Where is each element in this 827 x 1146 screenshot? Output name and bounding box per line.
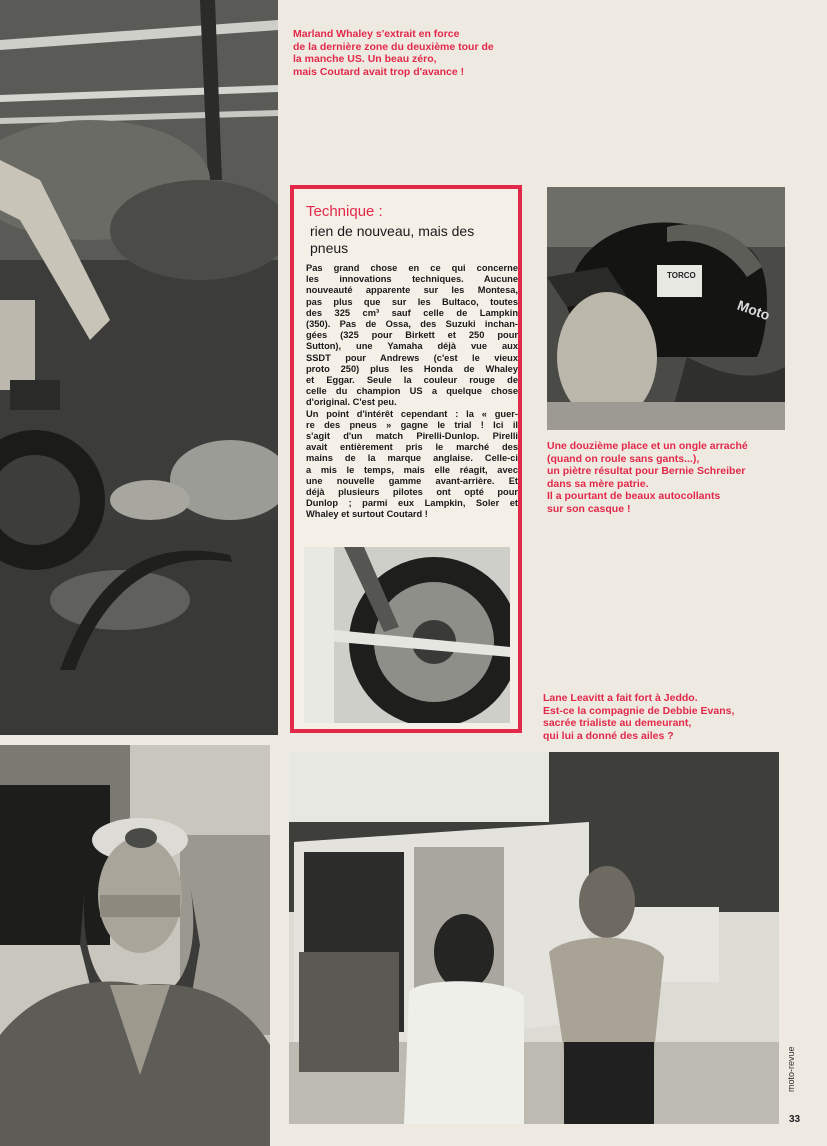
body-line: a mis le temps, mais elle réagit, avec xyxy=(306,464,518,475)
magazine-name: moto-revue xyxy=(786,1046,796,1092)
caption-line: Lane Leavitt a fait fort à Jeddo. xyxy=(543,692,698,704)
caption-line: la manche US. Un beau zéro, xyxy=(293,53,437,65)
caption-line: sacrée trialiste au demeurant, xyxy=(543,717,692,729)
caption-line: Est-ce la compagnie de Debbie Evans, xyxy=(543,704,735,717)
caption-line: qui lui a donné des ailes ? xyxy=(543,729,674,742)
body-line: une nouvelle gamme avant-arrière. Et xyxy=(306,475,518,486)
technique-body xyxy=(306,263,518,521)
photo-rider-woods xyxy=(0,0,278,735)
caption-line: (quand on roule sans gants...), xyxy=(547,452,700,465)
caption-line: Marland Whaley s'extrait en force xyxy=(293,28,460,40)
page-number: 33 xyxy=(789,1114,801,1125)
body-line: d'original. C'est peu. xyxy=(306,397,397,408)
caption-line: Il a pourtant de beaux autocollants xyxy=(547,490,721,502)
technique-box xyxy=(290,185,522,733)
body-line: Sutton), une Yamaha déjà vue aux xyxy=(306,341,518,352)
caption-line: un piètre résultat pour Bernie Schreiber xyxy=(547,465,746,477)
technique-subtitle: rien de nouveau, mais des pneus xyxy=(310,223,475,256)
body-line: avait entièrement pris le marché des xyxy=(306,442,518,453)
photo-trailer-group xyxy=(289,752,779,1124)
body-line: et Eggar. Seule la couleur rouge de xyxy=(306,375,518,386)
body-line: Pas grand chose en ce qui concerne xyxy=(306,263,518,273)
photo-man-cap xyxy=(0,745,270,1146)
body-line: proto 250) plus les Honda de Whaley xyxy=(306,363,518,374)
body-line: Dunlop ; parmi eux Lampkin, Soler et xyxy=(306,498,518,509)
body-line: re des pneus » gagne le trial ! Ici il xyxy=(306,419,518,430)
body-line: gées (325 pour Birkett et 250 pour xyxy=(306,330,518,341)
photo-rear-tyre xyxy=(304,547,510,723)
helmet-sticker: TORCO xyxy=(667,271,696,280)
technique-title: Technique : xyxy=(306,203,383,220)
body-line: des 325 cm³ sauf celle de Lampkin xyxy=(306,307,518,318)
body-line: SSDT pour Andrews (c'est le vieux xyxy=(306,352,518,363)
caption-line: sur son casque ! xyxy=(547,502,631,515)
caption-line: Une douzième place et un ongle arraché xyxy=(547,440,748,452)
photo-helmet xyxy=(547,187,785,430)
body-line: s'agit d'un match Pirelli-Dunlop. Pirelli xyxy=(306,431,518,442)
body-line: Un point d'intérêt cependant : la « guer- xyxy=(306,408,518,419)
helmet-text: Moto xyxy=(735,296,773,324)
caption-schreiber xyxy=(547,440,748,515)
body-line: les innovations techniques. Aucune xyxy=(306,274,518,285)
body-line: (350). Pas de Ossa, des Suzuki inchan- xyxy=(306,319,518,330)
caption-leavitt xyxy=(543,692,734,742)
body-line: nouveauté apparente sur les Montesa, xyxy=(306,285,518,296)
body-line: Whaley et surtout Coutard ! xyxy=(306,509,428,520)
body-line: mains de la marque anglaise. Celle-ci xyxy=(306,453,518,464)
caption-line: mais Coutard avait trop d'avance ! xyxy=(293,65,465,78)
body-line: celle du champion US a quelque chose xyxy=(306,386,518,397)
body-line: déjà plusieurs pilotes ont opté pour xyxy=(306,487,518,498)
body-line: pas plus que sur les Bultaco, toutes xyxy=(306,296,518,307)
caption-whaley xyxy=(293,28,494,78)
caption-line: de la dernière zone du deuxième tour de xyxy=(293,40,494,53)
caption-line: dans sa mère patrie. xyxy=(547,477,649,490)
